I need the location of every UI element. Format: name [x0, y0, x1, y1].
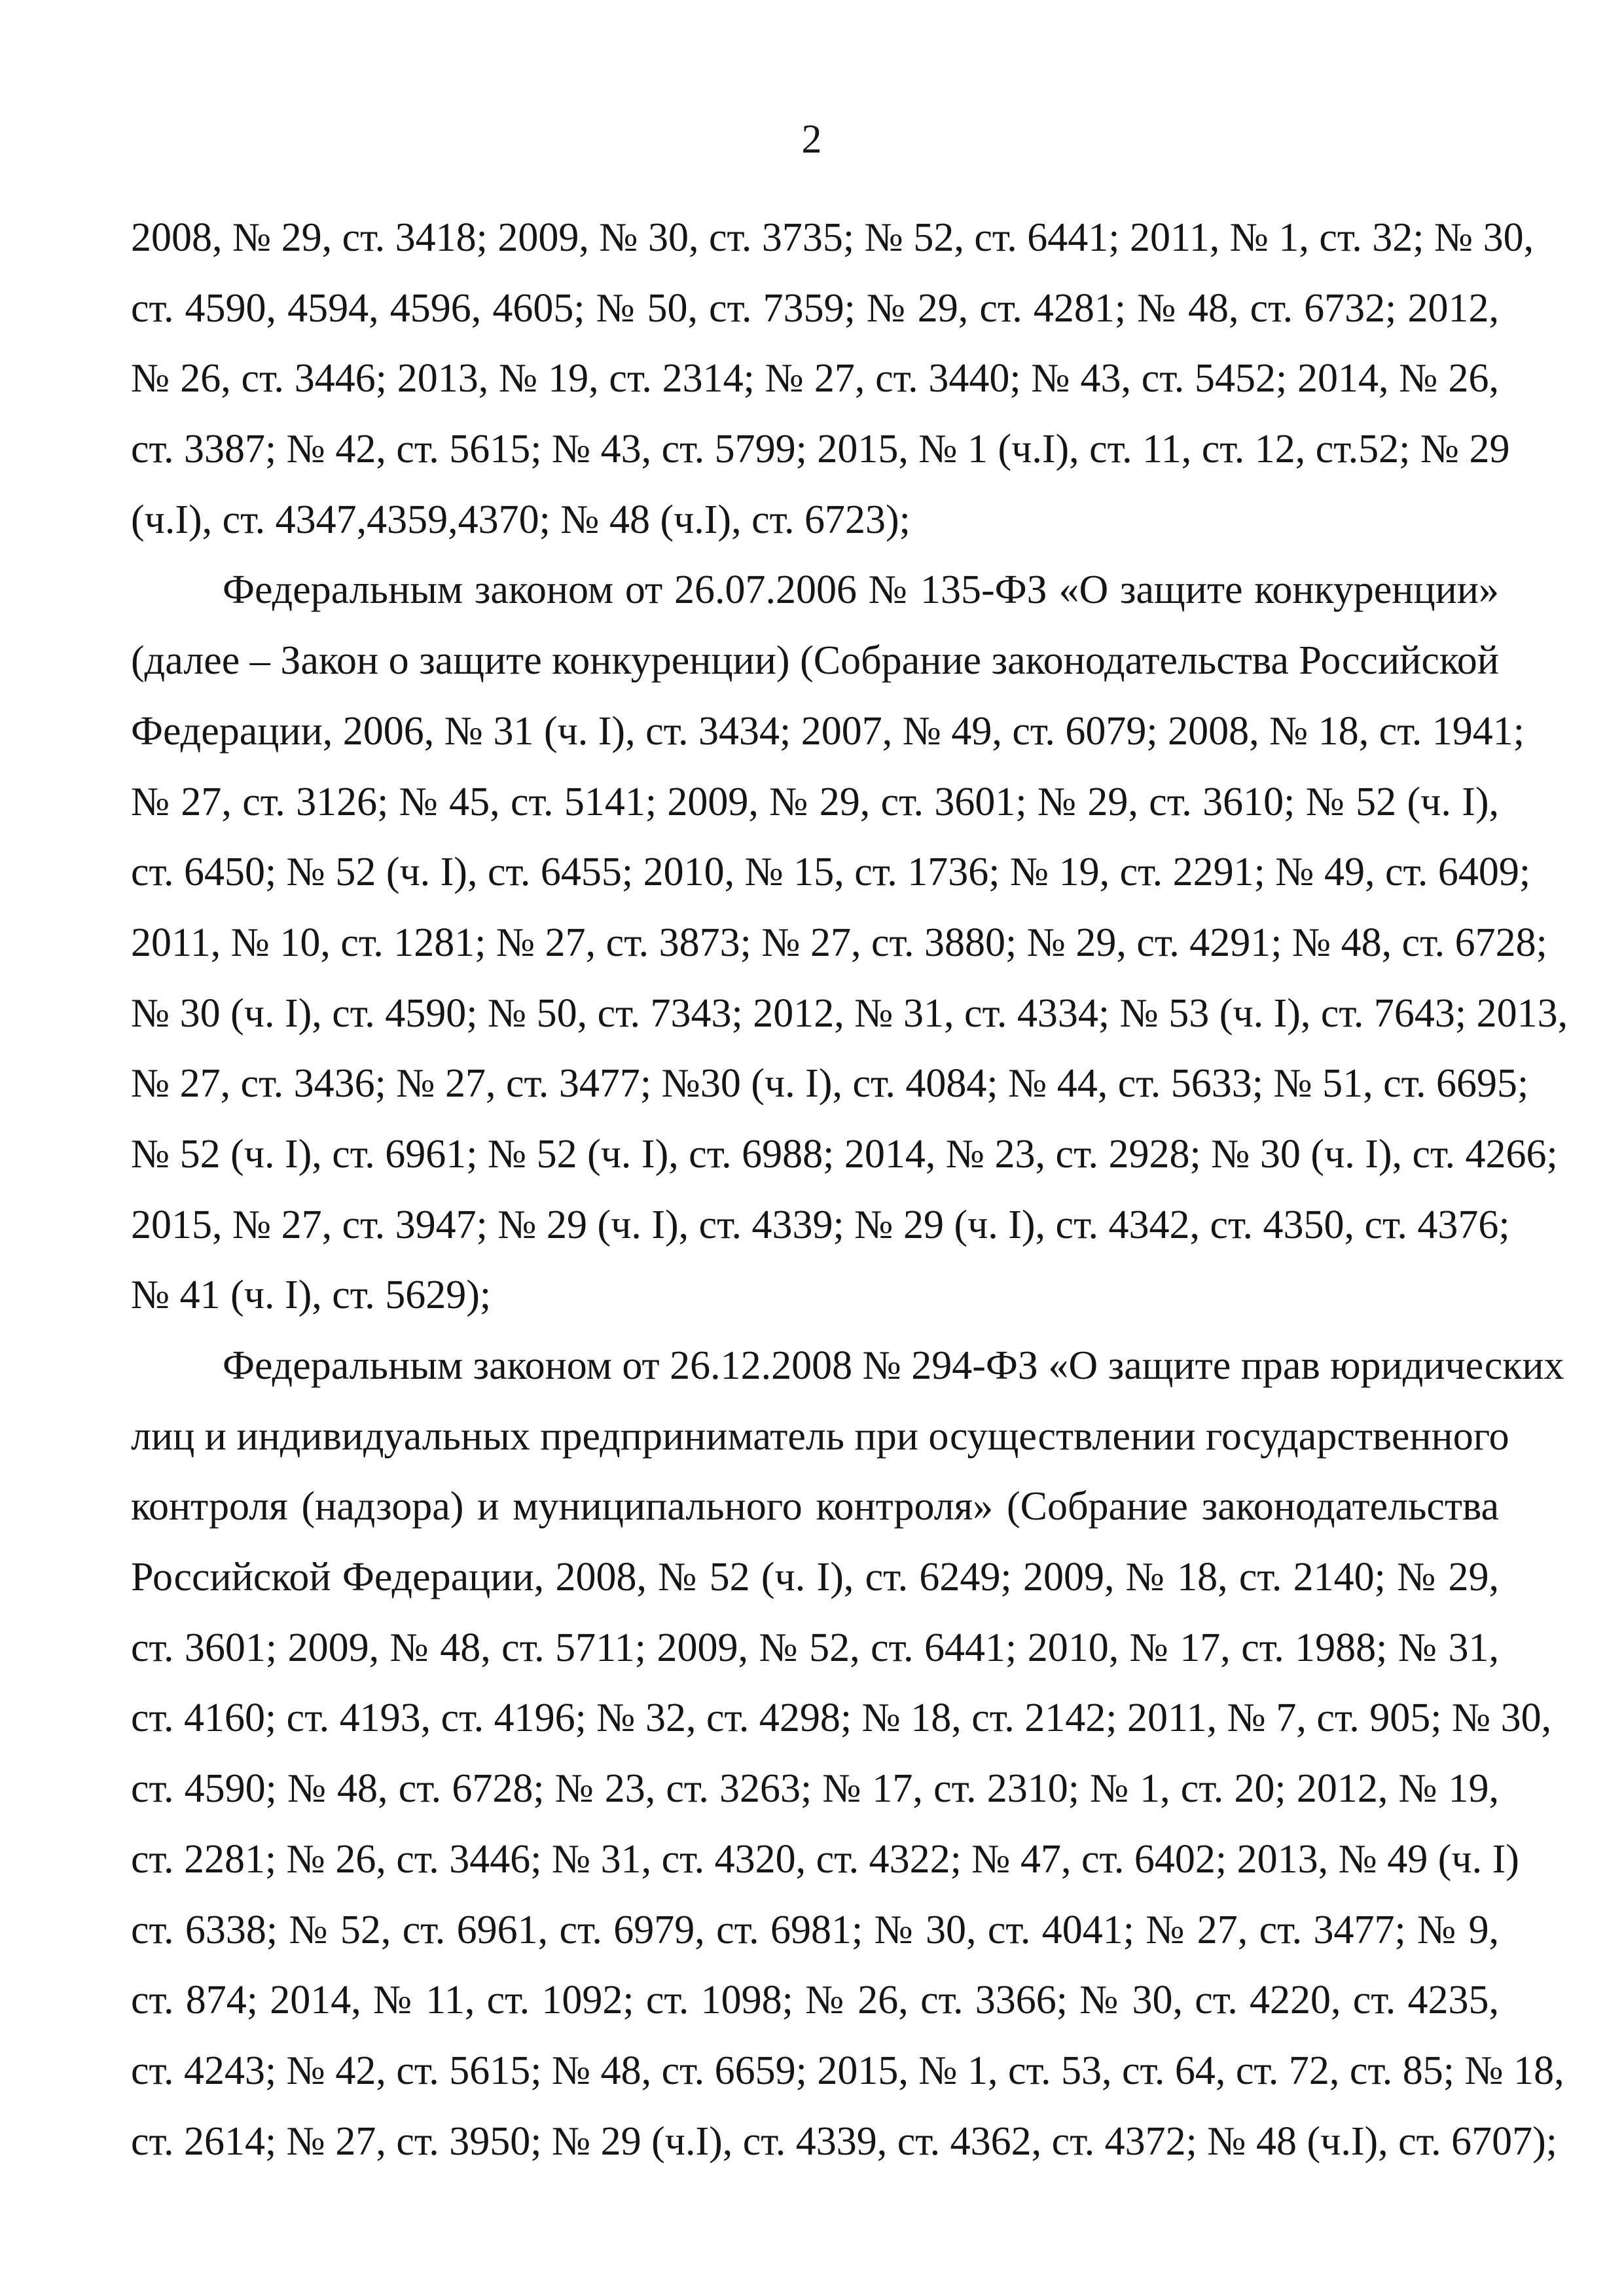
text-line: Федеральным законом от 26.12.2008 № 294-ФЗ «О защите прав юридических — [223, 1343, 1564, 1388]
text-line: контроля (надзора) и муниципального контроля» (Собрание законодательства — [131, 1484, 1499, 1529]
text-line: лиц и индивидуальных предприниматель при осуществлении государственного — [131, 1413, 1509, 1459]
text-line: ст. 3601; 2009, № 48, ст. 5711; 2009, № 52, ст. 6441; 2010, № 17, ст. 1988; № 31, — [131, 1625, 1499, 1670]
text-line: № 52 (ч. I), ст. 6961; № 52 (ч. I), ст. 6988; 2014, № 23, ст. 2928; № 30 (ч. I), ст. 4266; — [131, 1131, 1558, 1176]
text-line: Федеральным законом от 26.07.2006 № 135-ФЗ «О защите конкуренции» — [223, 568, 1499, 613]
text-line: № 27, ст. 3126; № 45, ст. 5141; 2009, № 29, ст. 3601; № 29, ст. 3610; № 52 (ч. I), — [131, 779, 1499, 824]
page-number: 2 — [801, 117, 822, 162]
text-line: ст. 4243; № 42, ст. 5615; № 48, ст. 6659; 2015, № 1, ст. 53, ст. 64, ст. 72, ст. 85; № 18, — [131, 2048, 1564, 2093]
text-line: ст. 2614; № 27, ст. 3950; № 29 (ч.I), ст. 4339, ст. 4362, ст. 4372; № 48 (ч.I), ст. 6707); — [131, 2119, 1557, 2164]
text-line: ст. 2281; № 26, ст. 3446; № 31, ст. 4320, ст. 4322; № 47, ст. 6402; 2013, № 49 (ч. I) — [131, 1836, 1519, 1882]
paragraph-2 — [131, 555, 1568, 1331]
text-line: № 26, ст. 3446; 2013, № 19, ст. 2314; № 27, ст. 3440; № 43, ст. 5452; 2014, № 26, — [131, 356, 1499, 401]
text-line: № 41 (ч. I), ст. 5629); — [131, 1273, 492, 1318]
text-line: № 30 (ч. I), ст. 4590; № 50, ст. 7343; 2012, № 31, ст. 4334; № 53 (ч. I), ст. 7643; 2013, — [131, 991, 1568, 1036]
text-line: ст. 4160; ст. 4193, ст. 4196; № 32, ст. 4298; № 18, ст. 2142; 2011, № 7, ст. 905; № 30, — [131, 1696, 1552, 1741]
text-line: Федерации, 2006, № 31 (ч. I), ст. 3434; 2007, № 49, ст. 6079; 2008, № 18, ст. 1941; — [131, 708, 1525, 754]
paragraph-3 — [131, 1331, 1564, 2177]
text-line: Российской Федерации, 2008, № 52 (ч. I), ст. 6249; 2009, № 18, ст. 2140; № 29, — [131, 1555, 1499, 1600]
text-line: 2015, № 27, ст. 3947; № 29 (ч. I), ст. 4339; № 29 (ч. I), ст. 4342, ст. 4350, ст. 4376; — [131, 1202, 1510, 1247]
text-line: ст. 874; 2014, № 11, ст. 1092; ст. 1098; № 26, ст. 3366; № 30, ст. 4220, ст. 4235, — [131, 1978, 1499, 2023]
text-line: ст. 4590; № 48, ст. 6728; № 23, ст. 3263; № 17, ст. 2310; № 1, ст. 20; 2012, № 19, — [131, 1766, 1499, 1812]
paragraph-1 — [131, 203, 1534, 555]
text-line: (ч.I), ст. 4347,4359,4370; № 48 (ч.I), ст. 6723); — [131, 497, 911, 542]
text-line: ст. 4590, 4594, 4596, 4605; № 50, ст. 7359; № 29, ст. 4281; № 48, ст. 6732; 2012, — [131, 285, 1499, 331]
text-line: 2008, № 29, ст. 3418; 2009, № 30, ст. 3735; № 52, ст. 6441; 2011, № 1, ст. 32; № 30, — [131, 215, 1534, 260]
text-line: (далее – Закон о защите конкуренции) (Собрание законодательства Российской — [131, 638, 1499, 683]
document-body — [131, 203, 1568, 2177]
text-line: ст. 6338; № 52, ст. 6961, ст. 6979, ст. 6981; № 30, ст. 4041; № 27, ст. 3477; № 9, — [131, 1907, 1499, 1952]
text-line: № 27, ст. 3436; № 27, ст. 3477; №30 (ч. I), ст. 4084; № 44, ст. 5633; № 51, ст. 6695; — [131, 1061, 1529, 1106]
text-line: 2011, № 10, ст. 1281; № 27, ст. 3873; № 27, ст. 3880; № 29, ст. 4291; № 48, ст. 6728; — [131, 920, 1547, 965]
text-line: ст. 6450; № 52 (ч. I), ст. 6455; 2010, № 15, ст. 1736; № 19, ст. 2291; № 49, ст. 6409; — [131, 850, 1531, 895]
text-line: ст. 3387; № 42, ст. 5615; № 43, ст. 5799; 2015, № 1 (ч.I), ст. 11, ст. 12, ст.52; № 29 — [131, 427, 1510, 472]
